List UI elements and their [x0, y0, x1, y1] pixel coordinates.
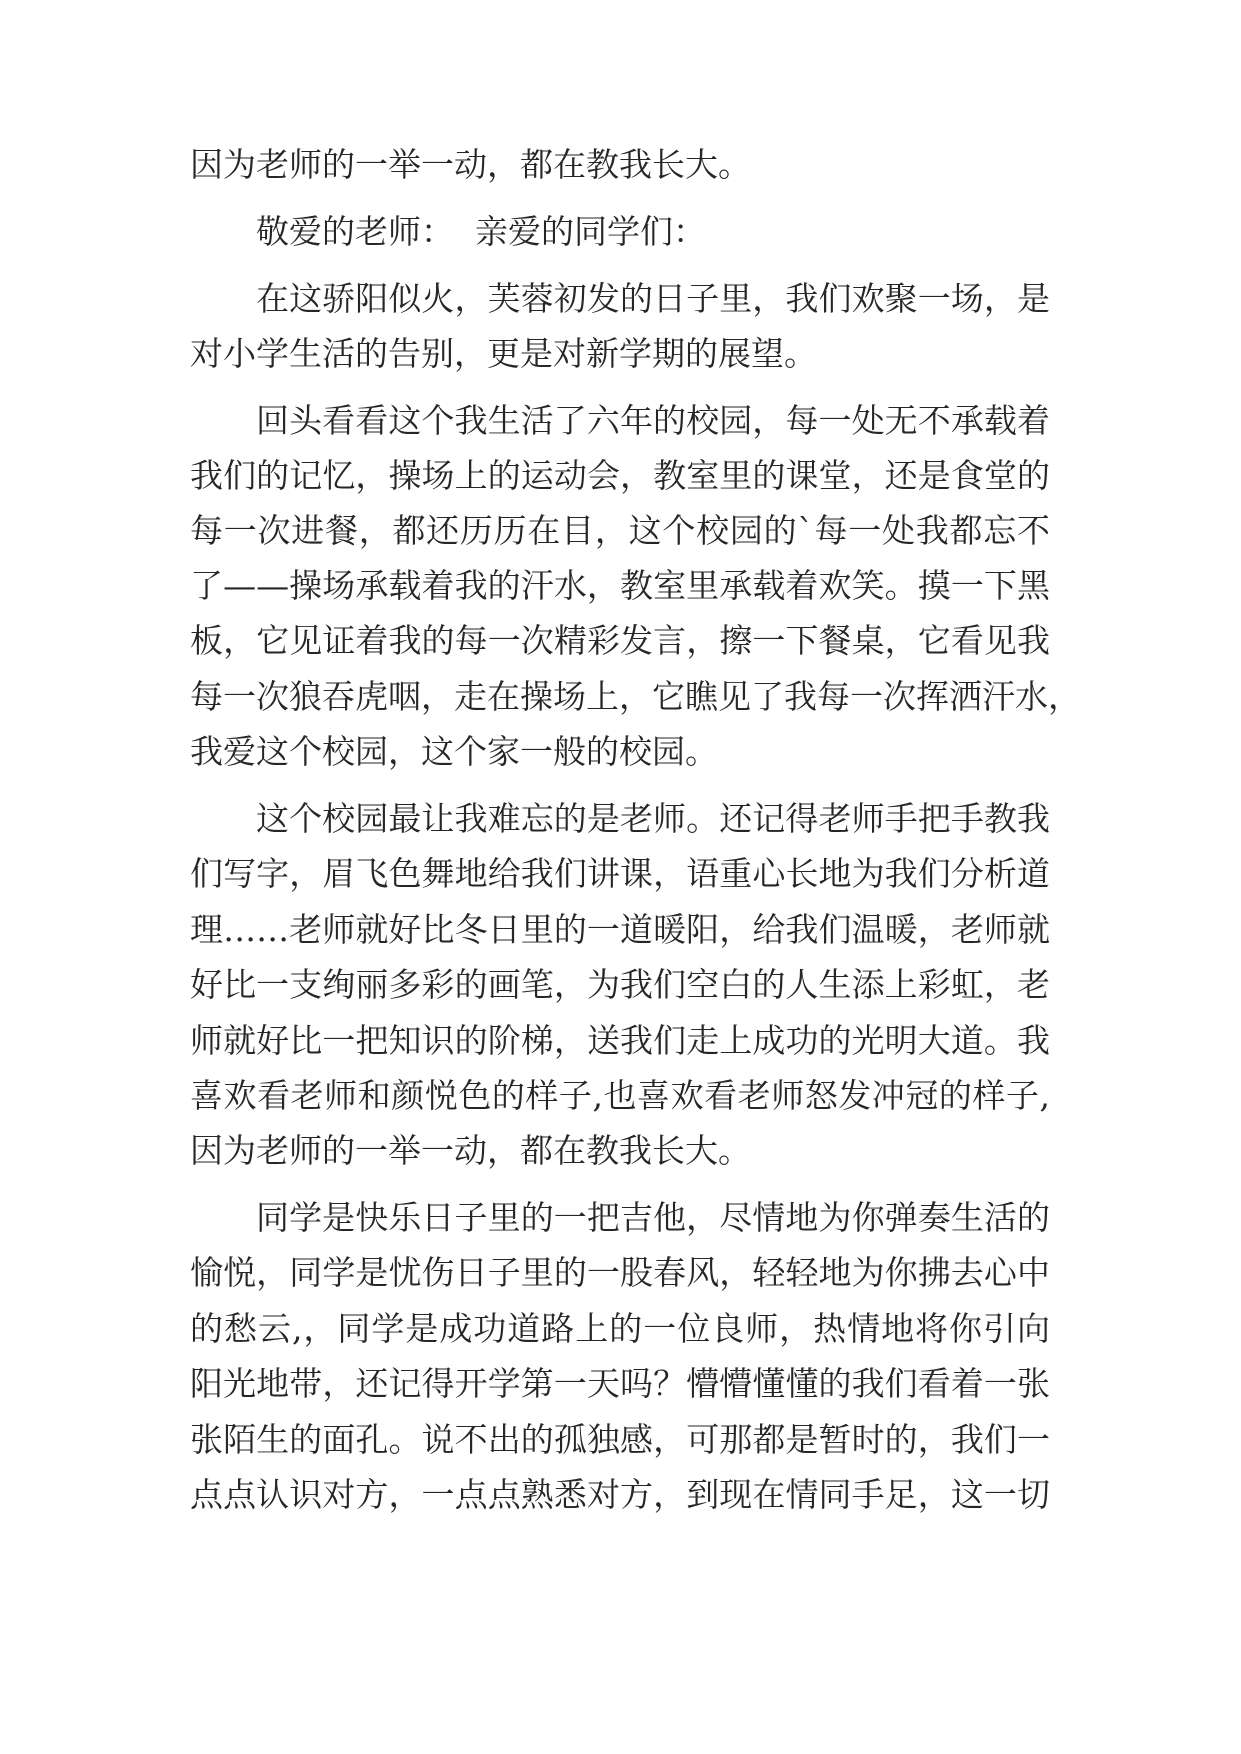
text-line: 因为老师的一举一动，都在教我长大。: [190, 145, 751, 184]
text-line: 在这骄阳似火，芙蓉初发的日子里，我们欢聚一场，是: [256, 279, 1050, 318]
text-line: 点点认识对方，一点点熟悉对方，到现在情同手足，这一切: [190, 1475, 1050, 1514]
text-line: 好比一支绚丽多彩的画笔，为我们空白的人生添上彩虹，老: [190, 965, 1050, 1004]
text-line: 敬爱的老师： 亲爱的同学们：: [256, 212, 706, 251]
text-line: 对小学生活的告别，更是对新学期的展望。: [190, 334, 817, 373]
text-line: 回头看看这个我生活了六年的校园，每一处无不承载着: [256, 401, 1050, 440]
text-line: 因为老师的一举一动，都在教我长大。: [190, 1131, 751, 1170]
text-line: 同学是快乐日子里的一把吉他，尽情地为你弹奏生活的: [256, 1198, 1050, 1237]
text-line: 们写字，眉飞色舞地给我们讲课，语重心长地为我们分析道: [190, 854, 1050, 893]
text-line: 理……老师就好比冬日里的一道暖阳，给我们温暖，老师就: [190, 910, 1050, 949]
text-line: 张陌生的面孔。说不出的孤独感，可那都是暂时的，我们一: [190, 1420, 1050, 1459]
text-line: 我爱这个校园，这个家一般的校园。: [190, 732, 718, 771]
text-line: 每一次进餐，都还历历在目，这个校园的`每一处我都忘不: [190, 511, 1050, 550]
text-line: 每一次狼吞虎咽，走在操场上，它瞧见了我每一次挥洒汗水，: [190, 677, 1081, 716]
text-line: 板，它见证着我的每一次精彩发言，擦一下餐桌，它看见我: [190, 621, 1050, 660]
text-line: 的愁云,，同学是成功道路上的一位良师，热情地将你引向: [190, 1309, 1050, 1348]
text-line: 愉悦，同学是忧伤日子里的一股春风，轻轻地为你拂去心中: [190, 1253, 1050, 1292]
text-line: 这个校园最让我难忘的是老师。还记得老师手把手教我: [256, 799, 1050, 838]
text-line: 阳光地带，还记得开学第一天吗？懵懵懂懂的我们看着一张: [190, 1364, 1050, 1403]
text-line: 我们的记忆，操场上的运动会，教室里的课堂，还是食堂的: [190, 456, 1050, 495]
text-line: 了——操场承载着我的汗水，教室里承载着欢笑。摸一下黑: [190, 566, 1050, 605]
text-line: 喜欢看老师和颜悦色的样子,也喜欢看老师怒发冲冠的样子,: [190, 1076, 1050, 1115]
text-line: 师就好比一把知识的阶梯，送我们走上成功的光明大道。我: [190, 1021, 1050, 1060]
